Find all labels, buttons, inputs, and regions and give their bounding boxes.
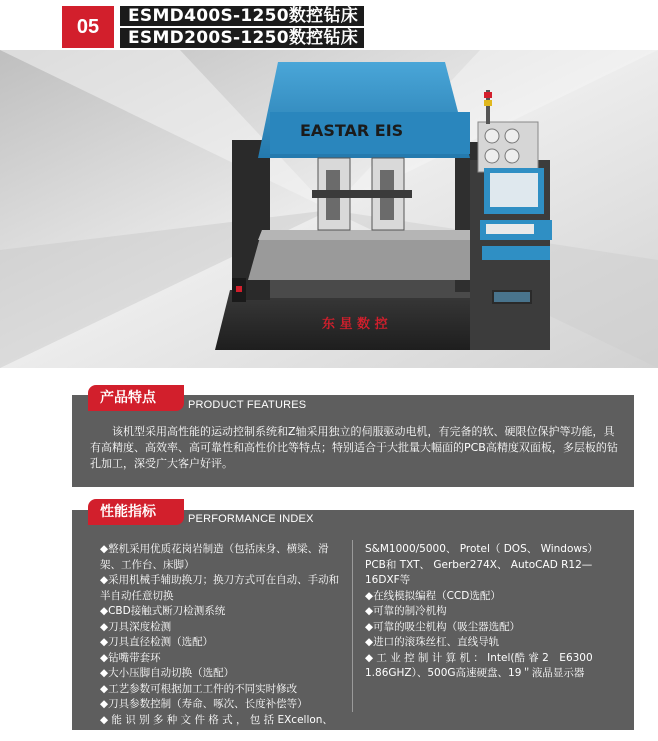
spec-item: ◆ 能 识 别 多 种 文 件 格 式 ， 包 括 EXcellon、 [100, 713, 333, 726]
model-title-1: ESMD400S-1250数控钻床 [120, 6, 364, 26]
spec-item: ◆刀具直径检测（选配） [100, 636, 214, 648]
spec-item: ◆CBD接触式断刀检测系统 [100, 605, 226, 617]
performance-title: 性能指标 [88, 499, 184, 525]
performance-list-left [100, 542, 348, 728]
column-divider [352, 540, 353, 712]
brand-label-front: 东 星 数 控 [322, 317, 388, 332]
section-number-badge: 05 [62, 6, 114, 48]
performance-subtitle: PERFORMANCE INDEX [188, 513, 314, 525]
spec-item: ◆可靠的吸尘机构（吸尘器选配） [365, 620, 521, 633]
spec-item: ◆整机采用优质花岗岩制造（包括床身、横梁、滑架、工作台、床脚） [100, 543, 329, 571]
page-header [62, 6, 412, 48]
machine-photo [0, 50, 658, 368]
model-title-2: ESMD200S-1250数控钻床 [120, 28, 364, 48]
features-subtitle: PRODUCT FEATURES [188, 399, 307, 411]
spec-item: ◆刀具参数控制（寿命、啄次、长度补偿等） [100, 698, 308, 710]
features-title: 产品特点 [88, 385, 184, 411]
spec-item: ◆钻嘴带套环 [100, 651, 161, 664]
features-description: 该机型采用高性能的运动控制系统和Z轴采用独立的伺服驱动电机，有完备的软、硬限位保护等功能，具有高精度、高效率、高可靠性和高性价比等特点；特别适合于大批量大幅面的PCB高精度双面板，多层板的钻孔加工，深受广大客户好评。 [90, 425, 618, 470]
spec-item: ◆ 工 业 控 制 计 算 机 ： Intel(酷 睿 2 E6300 1.86GHZ）、500G高速硬盘、19＂液晶显示器 [365, 651, 593, 679]
spec-item: ◆工艺参数可根据加工工件的不同实时修改 [100, 682, 298, 695]
spec-item: S&M1000/5000、 Protel（ DOS、 Windows） PCB和 TXT、 Gerber274X、 AutoCAD R12—16DXF等 [365, 543, 598, 586]
brand-label-top: EASTAR EIS [300, 121, 404, 140]
spec-item: ◆大小压脚自动切换（选配） [100, 667, 235, 679]
spec-item: ◆采用机械手辅助换刀；换刀方式可在自动、手动和半自动任意切换 [100, 574, 340, 602]
spec-item: ◆可靠的制冷机构 [365, 605, 447, 617]
spec-item: ◆在线模拟编程（CCD选配） [365, 589, 501, 602]
performance-list-right [365, 542, 615, 682]
spec-item: ◆刀具深度检测 [100, 620, 172, 633]
spec-item: ◆进口的滚珠丝杠、直线导轨 [365, 636, 500, 648]
drilling-machine-illustration [0, 50, 658, 368]
